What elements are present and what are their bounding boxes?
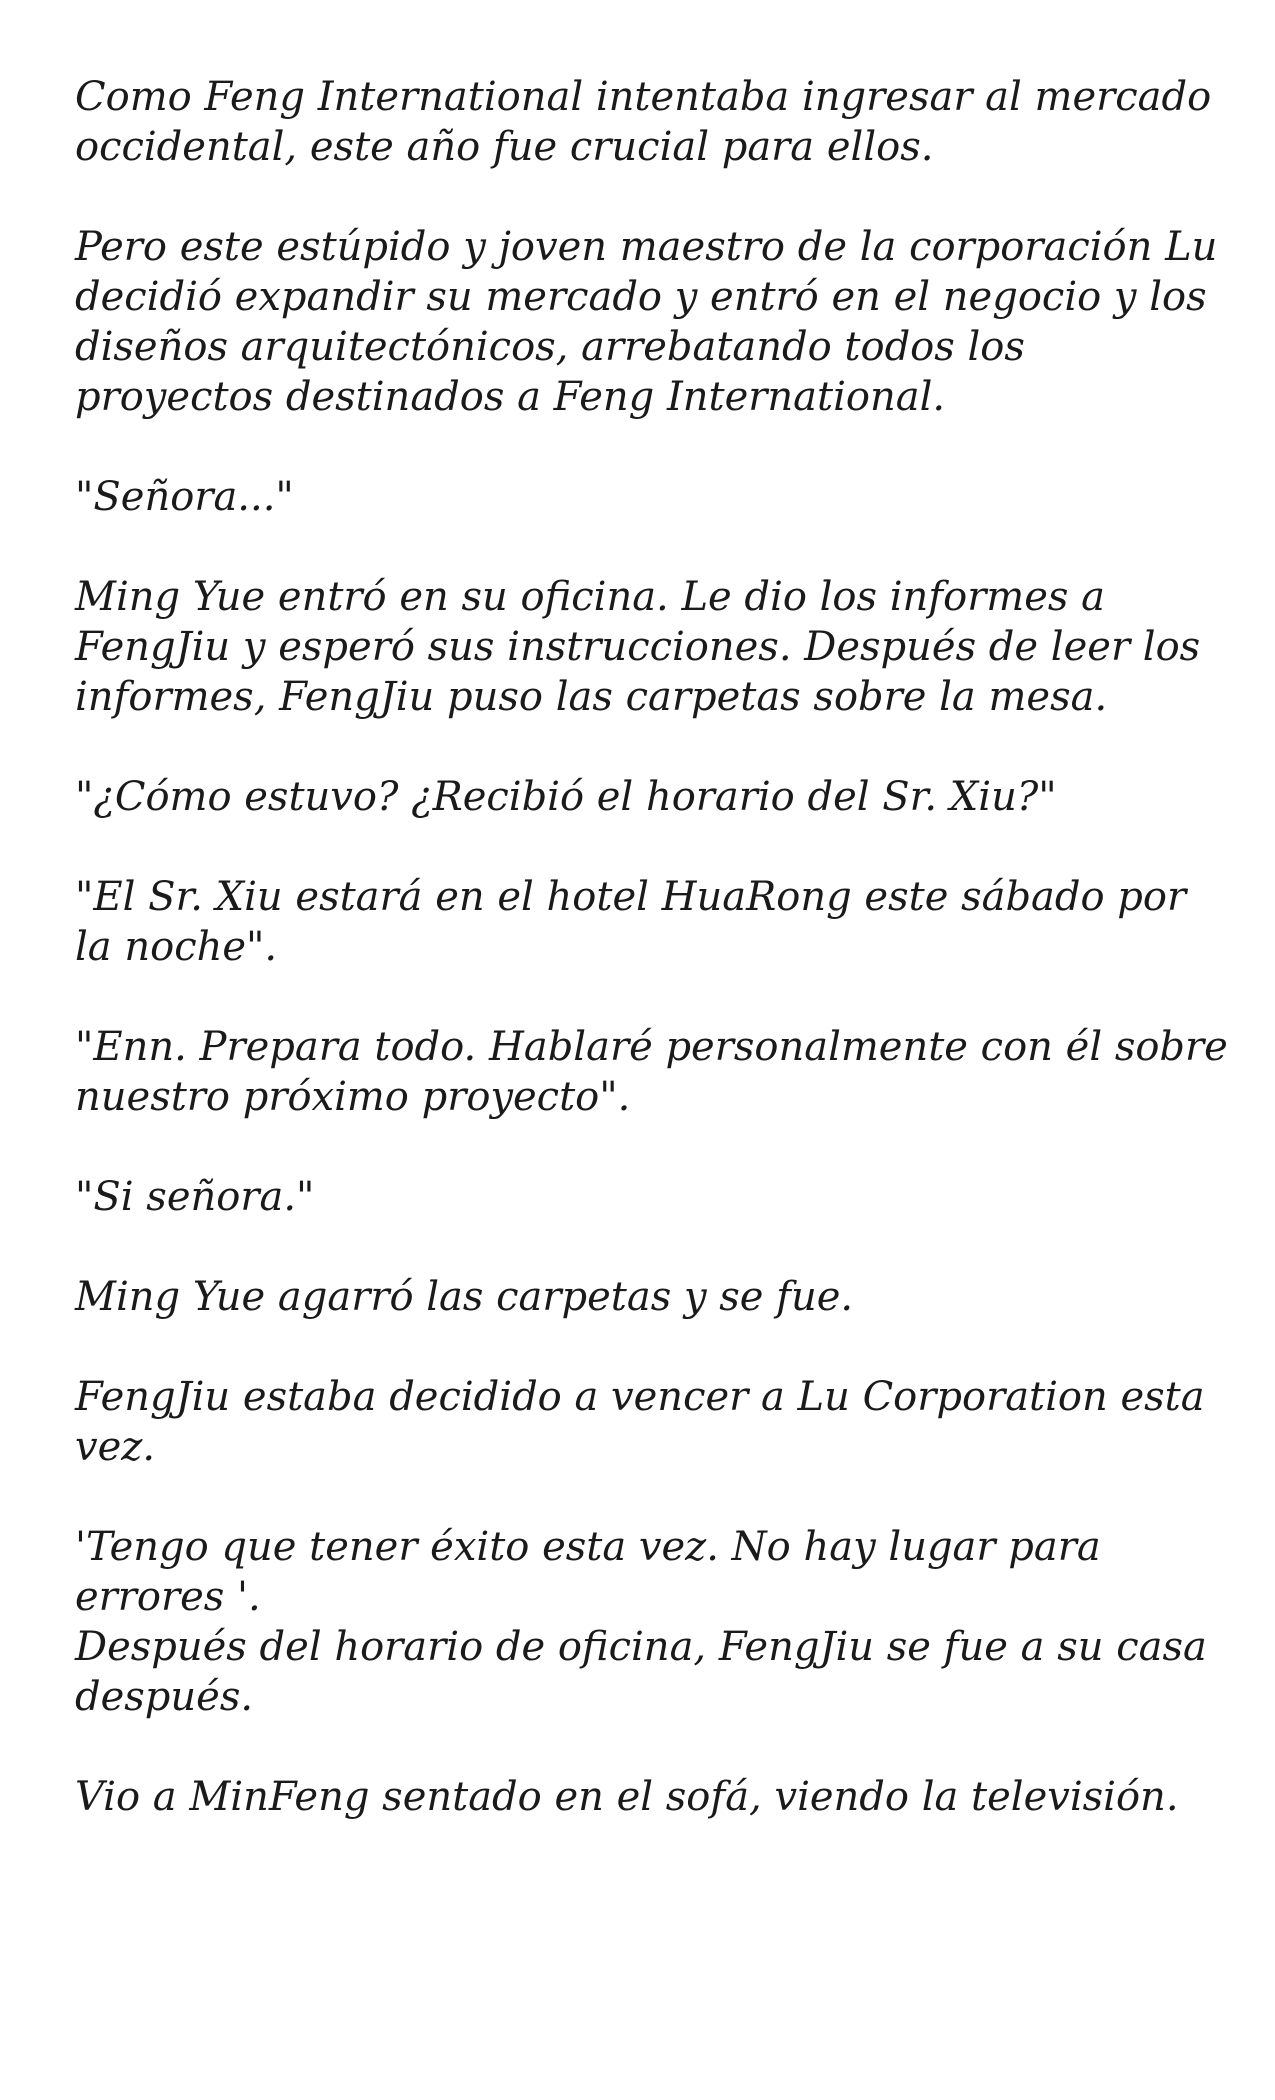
paragraph-1: Como Feng International intentaba ingresar al mercado occidental, este año fue crucial para ellos. bbox=[75, 74, 1212, 170]
paragraph-6: "El Sr. Xiu estará en el hotel HuaRong este sábado por la noche". bbox=[75, 874, 1187, 970]
paragraph-9: Ming Yue agarró las carpetas y se fue. bbox=[75, 1274, 854, 1320]
paragraph-5: "¿Cómo estuvo? ¿Recibió el horario del Sr. Xiu?" bbox=[75, 774, 1057, 820]
paragraph-7: "Enn. Prepara todo. Hablaré personalmente con él sobre nuestro próximo proyecto". bbox=[75, 1024, 1228, 1120]
paragraph-4: Ming Yue entró en su oficina. Le dio los informes a FengJiu y esperó sus instrucciones. Después de leer los informes, FengJiu puso las carpetas sobre la mesa. bbox=[75, 574, 1201, 720]
document-body bbox=[75, 72, 1235, 1872]
paragraph-10: FengJiu estaba decidido a vencer a Lu Corporation esta vez. bbox=[75, 1374, 1205, 1470]
paragraph-13: Vio a MinFeng sentado en el sofá, viendo la televisión. bbox=[75, 1774, 1179, 1820]
paragraph-8: "Si señora." bbox=[75, 1174, 315, 1220]
paragraph-12: Después del horario de oficina, FengJiu se fue a su casa después. bbox=[75, 1624, 1207, 1720]
paragraph-3: "Señora..." bbox=[75, 474, 294, 520]
paragraph-2: Pero este estúpido y joven maestro de la corporación Lu decidió expandir su mercado y entró en el negocio y los diseños arquitectónicos, arrebatando todos los proyectos destinados a Feng International. bbox=[75, 224, 1218, 420]
paragraph-11: 'Tengo que tener éxito esta vez. No hay lugar para errores '. bbox=[75, 1524, 1101, 1620]
